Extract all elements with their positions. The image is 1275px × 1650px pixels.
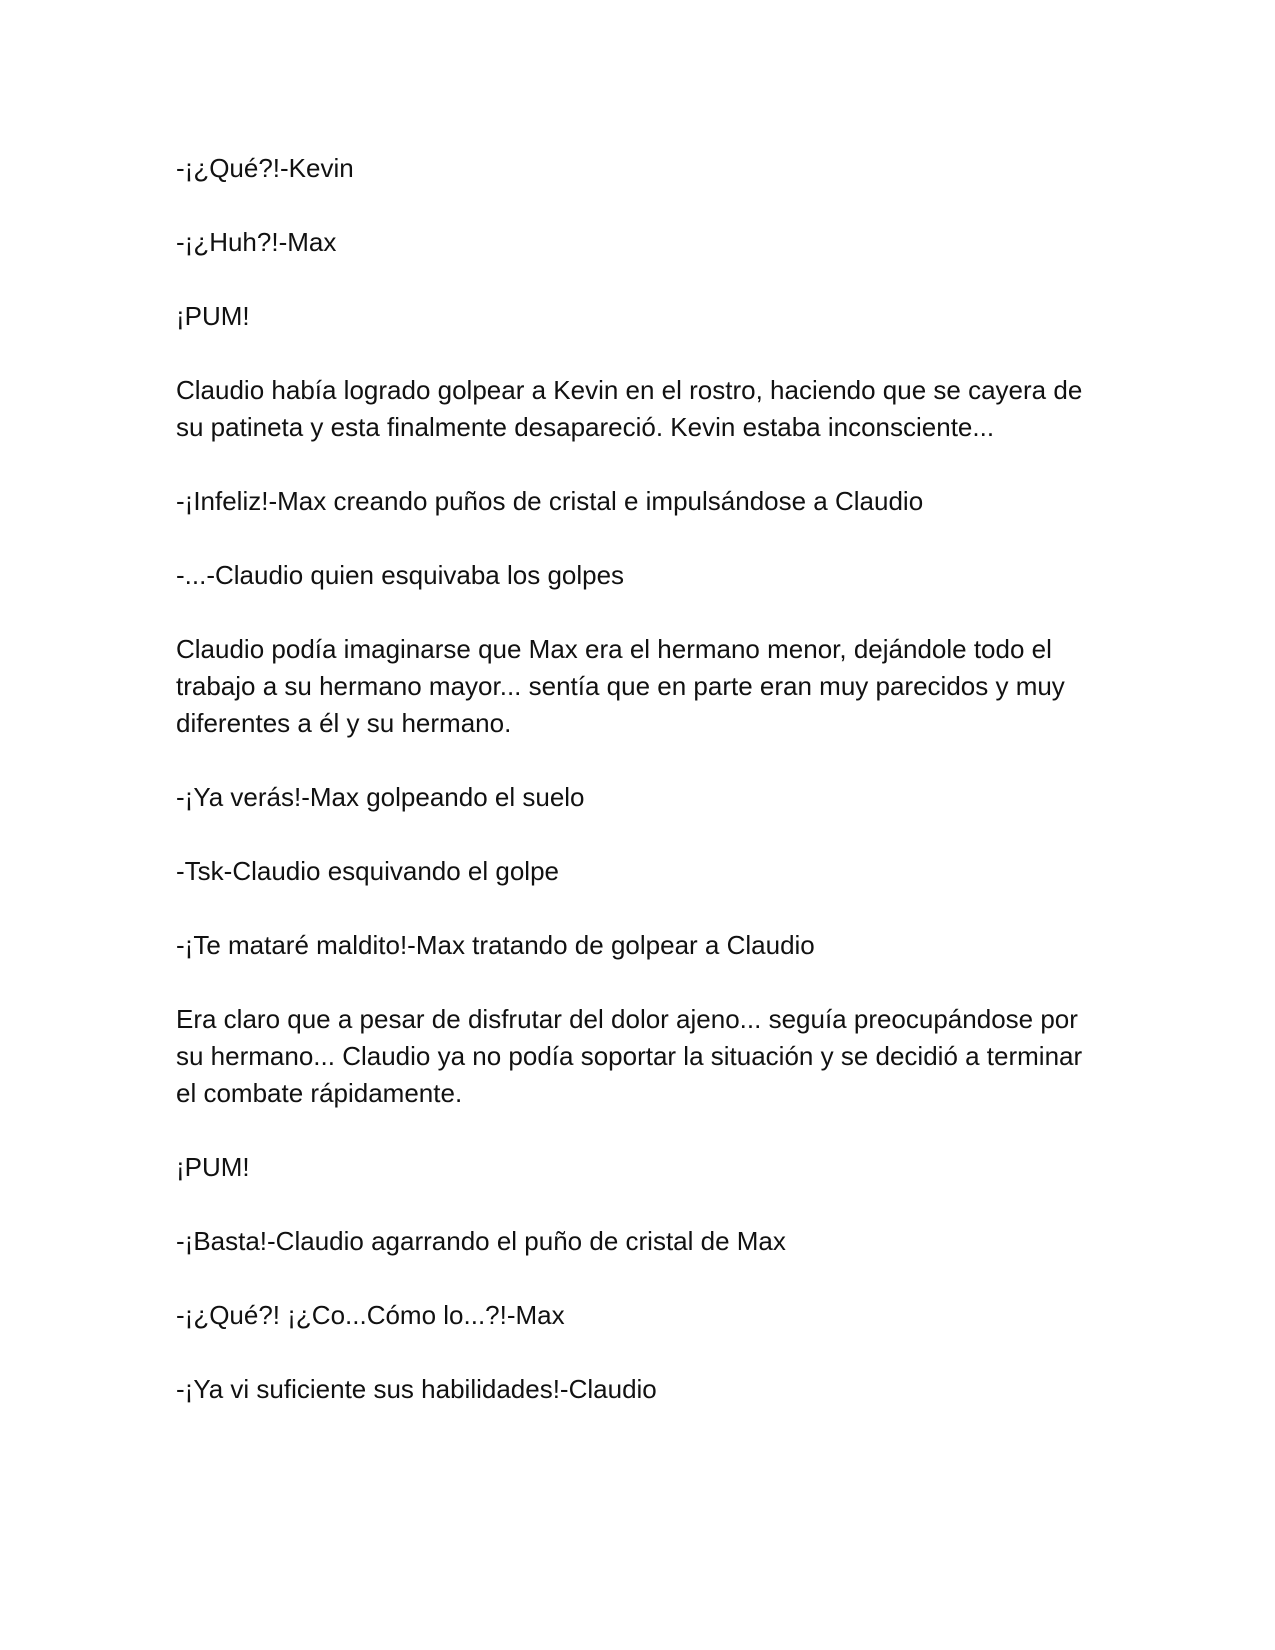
dialogue-line: -¡Basta!-Claudio agarrando el puño de cristal de Max: [176, 1226, 786, 1256]
dialogue-line: -¡¿Qué?!-Kevin: [176, 153, 354, 183]
dialogue-line: -¡¿Huh?!-Max: [176, 227, 337, 257]
dialogue-line: -¡Te mataré maldito!-Max tratando de golpear a Claudio: [176, 930, 815, 960]
dialogue-line: -¡Ya vi suficiente sus habilidades!-Claudio: [176, 1374, 657, 1404]
dialogue-line: -Tsk-Claudio esquivando el golpe: [176, 856, 560, 886]
dialogue-line: -¡Ya verás!-Max golpeando el suelo: [176, 782, 585, 812]
narration-paragraph: Era claro que a pesar de disfrutar del dolor ajeno... seguía preocupándose por su hermano... Claudio ya no podía soportar la situación y se decidió a terminar el combate rápidamente.: [176, 1004, 1083, 1108]
sound-effect: ¡PUM!: [176, 1152, 250, 1182]
narration-paragraph: Claudio había logrado golpear a Kevin en el rostro, haciendo que se cayera de su patineta y esta finalmente desapareció. Kevin estaba inconsciente...: [176, 375, 1083, 442]
dialogue-line: -¡¿Qué?! ¡¿Co...Cómo lo...?!-Max: [176, 1300, 565, 1330]
dialogue-line: -¡Infeliz!-Max creando puños de cristal e impulsándose a Claudio: [176, 486, 924, 516]
narration-paragraph: Claudio podía imaginarse que Max era el hermano menor, dejándole todo el trabajo a su hermano mayor... sentía que en parte eran muy parecidos y muy diferentes a él y su hermano.: [176, 634, 1065, 738]
sound-effect: ¡PUM!: [176, 301, 250, 331]
dialogue-line: -...-Claudio quien esquivaba los golpes: [176, 560, 625, 590]
document-body: [176, 150, 1106, 1408]
